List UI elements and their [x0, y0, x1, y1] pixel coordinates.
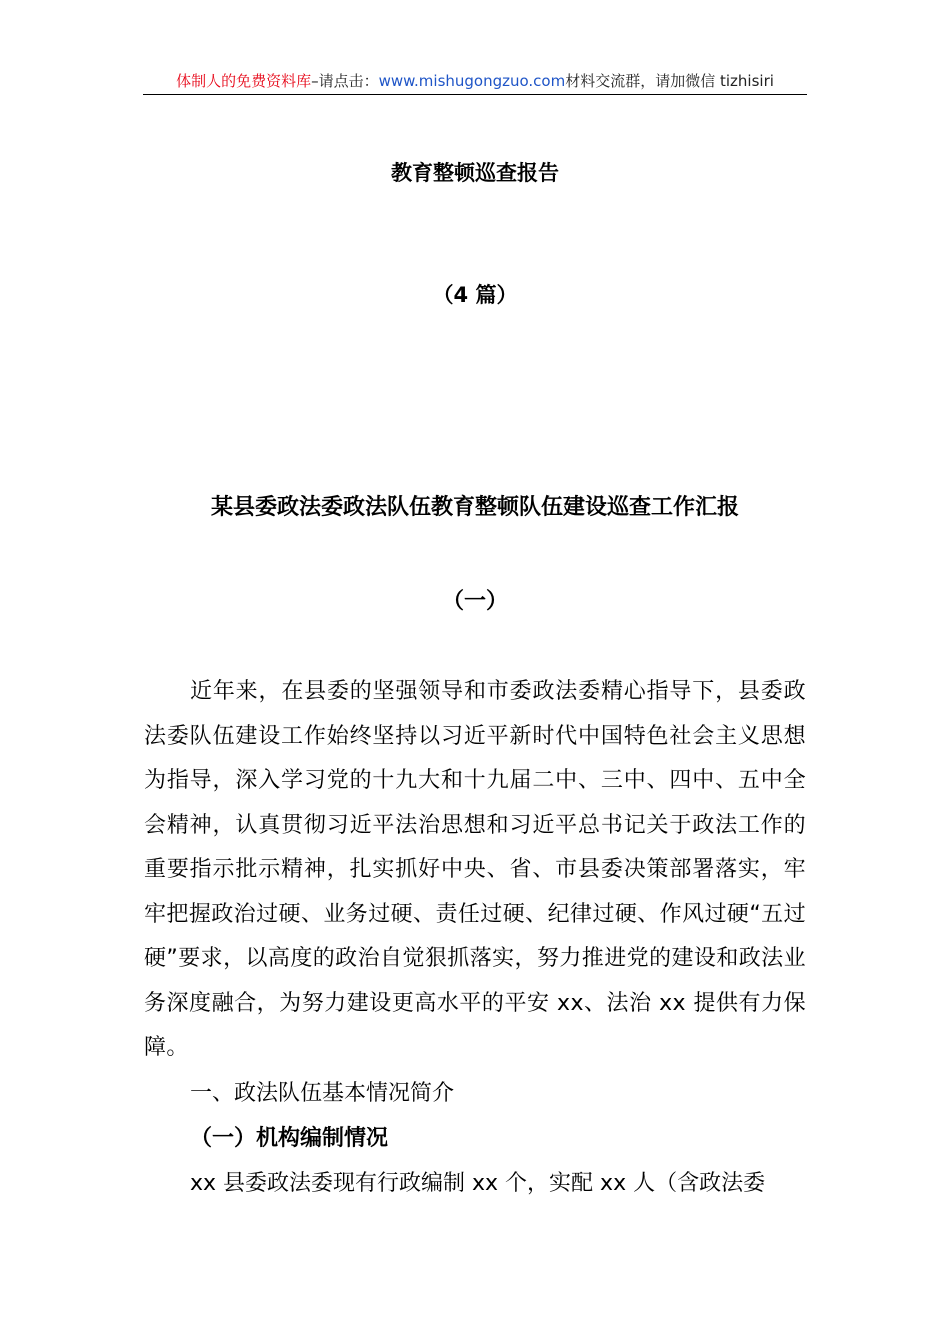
- header-url-link[interactable]: www.mishugongzuo.com: [378, 72, 566, 90]
- subsection-heading: （一）机构编制情况: [190, 1126, 389, 1151]
- article-title: 某县委政法委政法队伍教育整顿队伍建设巡查工作汇报: [210, 495, 739, 520]
- document-title: 教育整顿巡查报告: [391, 161, 559, 185]
- document-count: （4 篇）: [432, 283, 518, 307]
- header-note: 材料交流群，请加微信 tizhisiri: [565, 72, 774, 90]
- header-site-name: 体制人的免费资料库: [176, 72, 312, 90]
- page-header: [143, 68, 807, 95]
- intro-paragraph: 近年来，在县委的坚强领导和市委政法委精心指导下，县委政法委队伍建设工作始终坚持以习近平新时代中国特色社会主义思想为指导，深入学习党的十九大和十九届二中、三中、四中、五中全会精神，认真贯彻习近平法治思想和习近平总书记关于政法工作的重要指示批示精神，扎实抓好中央、省、市县委决策部署落实，牢牢把握政治过硬、业务过硬、责任过硬、纪律过硬、作风过硬“五过硬”要求，以高度的政治自觉狠抓落实，努力推进党的建设和政法业务深度融合，为努力建设更高水平的平安 xx、法治 xx 提供有力保障。: [144, 679, 806, 1060]
- header-prompt: –请点击：: [311, 72, 379, 90]
- section-heading: 一、政法队伍基本情况简介: [190, 1081, 455, 1106]
- subsection-paragraph: xx 县委政法委现有行政编制 xx 个，实配 xx 人（含政法委: [190, 1171, 766, 1196]
- article-number: （一）: [441, 589, 508, 614]
